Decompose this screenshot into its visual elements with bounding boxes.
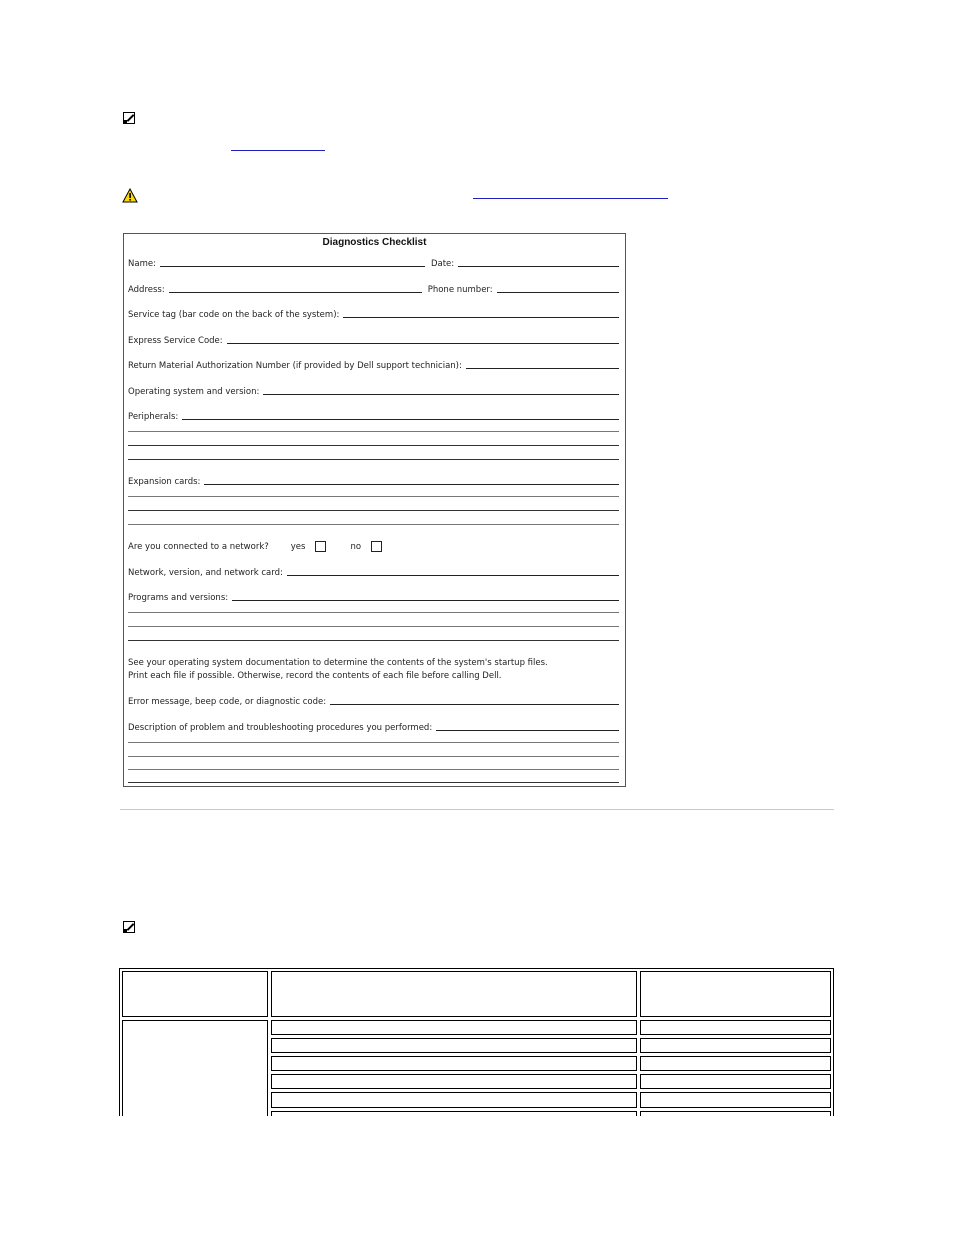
yes-label: yes xyxy=(290,542,306,552)
description-field[interactable] xyxy=(436,730,619,731)
caution-icon xyxy=(122,188,138,203)
peripherals-field[interactable] xyxy=(182,419,619,420)
table-cell xyxy=(271,1038,637,1053)
programs-line[interactable] xyxy=(128,612,619,613)
spec-table xyxy=(119,968,834,1116)
service-tag-row xyxy=(128,308,619,320)
error-label: Error message, beep code, or diagnostic code: xyxy=(128,697,327,707)
table-cell xyxy=(271,1056,637,1071)
table-header-cell xyxy=(640,971,831,1017)
address-label: Address: xyxy=(128,285,165,295)
service-tag-field[interactable] xyxy=(343,317,619,318)
page-cutoff xyxy=(0,1116,954,1235)
expansion-line[interactable] xyxy=(128,496,619,497)
safety-link[interactable] xyxy=(473,198,668,199)
no-label: no xyxy=(350,542,362,552)
rma-field[interactable] xyxy=(466,368,619,369)
os-label: Operating system and version: xyxy=(128,387,260,397)
table-cell xyxy=(271,1092,637,1108)
express-code-field[interactable] xyxy=(227,343,619,344)
rma-label: Return Material Authorization Number (if provided by Dell support technician): xyxy=(128,361,462,371)
table-cell xyxy=(640,1038,831,1053)
expansion-line[interactable] xyxy=(128,510,619,511)
peripherals-row xyxy=(128,410,619,422)
expansion-field[interactable] xyxy=(204,484,619,485)
programs-field[interactable] xyxy=(232,600,619,601)
name-date-row xyxy=(128,257,619,269)
address-phone-row xyxy=(128,283,619,295)
express-code-row xyxy=(128,334,619,346)
os-row xyxy=(128,385,619,397)
peripherals-line[interactable] xyxy=(128,431,619,432)
table-cell xyxy=(640,1092,831,1108)
service-tag-label: Service tag (bar code on the back of the system): xyxy=(128,310,340,320)
date-field[interactable] xyxy=(458,266,619,267)
network-card-label: Network, version, and network card: xyxy=(128,568,283,578)
rma-row xyxy=(128,359,619,371)
expansion-row xyxy=(128,475,619,487)
table-cell xyxy=(271,1074,637,1089)
address-field[interactable] xyxy=(169,292,422,293)
table-header-cell xyxy=(122,971,268,1017)
description-line[interactable] xyxy=(128,769,619,770)
description-line[interactable] xyxy=(128,742,619,743)
network-question-row xyxy=(128,540,619,552)
diagnostics-checklist xyxy=(123,233,626,787)
programs-line[interactable] xyxy=(128,640,619,641)
peripherals-label: Peripherals: xyxy=(128,412,179,422)
startup-instructions-line: See your operating system documentation to determine the contents of the system's startup files. xyxy=(128,658,548,668)
section-divider xyxy=(120,809,834,810)
network-question-label: Are you connected to a network? xyxy=(128,542,269,552)
description-label: Description of problem and troubleshooting procedures you performed: xyxy=(128,723,433,733)
no-checkbox[interactable] xyxy=(371,541,382,552)
expansion-line[interactable] xyxy=(128,524,619,525)
programs-line[interactable] xyxy=(128,626,619,627)
support-link[interactable] xyxy=(231,150,325,151)
table-cell xyxy=(271,1020,637,1035)
os-field[interactable] xyxy=(263,394,619,395)
programs-row xyxy=(128,591,619,603)
description-line[interactable] xyxy=(128,756,619,757)
yes-checkbox[interactable] xyxy=(315,541,326,552)
error-row xyxy=(128,695,619,707)
table-cell xyxy=(640,1020,831,1035)
programs-label: Programs and versions: xyxy=(128,593,229,603)
name-label: Name: xyxy=(128,259,156,269)
peripherals-line[interactable] xyxy=(128,459,619,460)
table-cell xyxy=(640,1074,831,1089)
table-cell xyxy=(640,1056,831,1071)
note-icon xyxy=(123,921,135,933)
note-icon xyxy=(123,112,135,124)
network-card-row xyxy=(128,566,619,578)
date-label: Date: xyxy=(430,259,455,269)
error-field[interactable] xyxy=(330,704,619,705)
name-field[interactable] xyxy=(160,266,425,267)
peripherals-line[interactable] xyxy=(128,445,619,446)
phone-label: Phone number: xyxy=(427,285,493,295)
startup-instructions-line: Print each file if possible. Otherwise, record the contents of each file before calling Dell. xyxy=(128,671,502,681)
phone-field[interactable] xyxy=(497,292,619,293)
express-code-label: Express Service Code: xyxy=(128,336,223,346)
expansion-label: Expansion cards: xyxy=(128,477,201,487)
description-line[interactable] xyxy=(128,782,619,783)
description-row xyxy=(128,721,619,733)
network-card-field[interactable] xyxy=(287,575,619,576)
table-header-cell xyxy=(271,971,637,1017)
checklist-title: Diagnostics Checklist xyxy=(322,237,427,248)
